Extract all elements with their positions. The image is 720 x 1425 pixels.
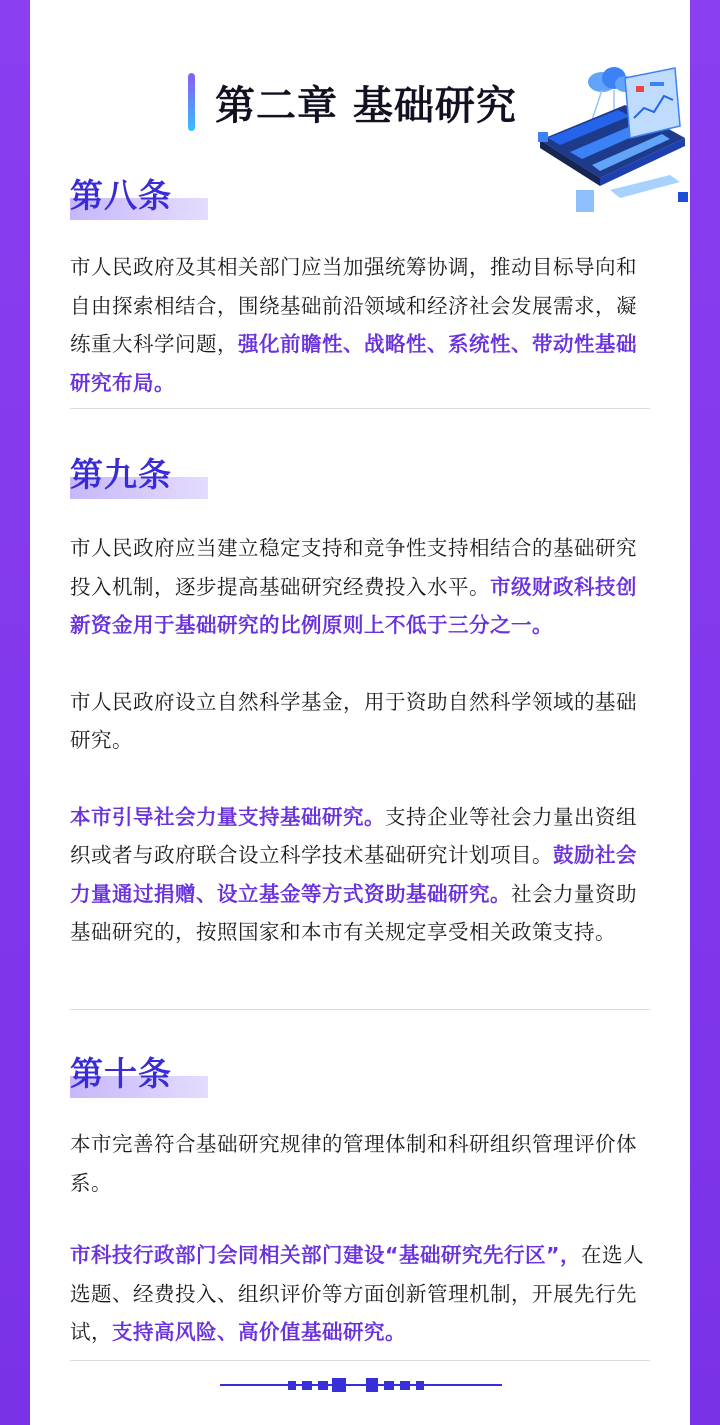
paragraph [70, 798, 650, 952]
paragraph [70, 1125, 650, 1202]
article-heading: 第九条 [70, 455, 172, 494]
paragraph [70, 683, 650, 760]
text-run: 市人民政府设立自然科学基金，用于资助自然科学领域的基础研究。 [70, 689, 637, 752]
article-heading: 第十条 [70, 1054, 172, 1093]
text-run: 本市完善符合基础研究规律的管理体制和科研组织管理评价体系。 [70, 1132, 637, 1195]
article-9 [70, 451, 650, 952]
paragraph [70, 529, 650, 645]
text-run: 市人民政府应当建立稳定支持和竞争性支持相结合的基础研究投入机制，逐步提高基础研究经费投入水平。 [70, 536, 637, 599]
footer-ornament [220, 1376, 502, 1396]
paragraph [70, 248, 650, 402]
section-divider [70, 1360, 650, 1361]
highlighted-text: 支持高风险、高价值基础研究。 [112, 1320, 406, 1344]
article-10 [70, 1050, 650, 1352]
highlighted-text: 鼓励社会力量通过捐赠、设立基金等方式资助基础研究。 [70, 843, 637, 906]
text-run: 社会力量资助基础研究的，按照国家和本市有关规定享受相关政策支持。 [70, 881, 637, 944]
chart-screen-icon [625, 68, 680, 138]
section-divider [70, 408, 650, 409]
highlighted-text: 本市引导社会力量支持基础研究。 [70, 804, 385, 829]
paragraph [70, 1236, 650, 1352]
highlighted-text: 市科技行政部门会同相关部门建设“基础研究先行区”， [70, 1243, 581, 1267]
highlighted-text: 强化前瞻性、战略性、系统性、带动性基础研究布局。 [70, 332, 637, 395]
section-divider [70, 1009, 650, 1010]
chapter-header [188, 70, 517, 134]
article-8 [70, 172, 650, 402]
chapter-title: 第二章 基础研究 [215, 82, 517, 129]
text-run: 市人民政府及其相关部门应当加强统筹协调，推动目标导向和自由探索相结合，围绕基础前沿领域和经济社会发展需求，凝练重大科学问题， [70, 255, 637, 356]
chapter-accent-bar [188, 73, 195, 131]
highlighted-text: 市级财政科技创新资金用于基础研究的比例原则上不低于三分之一。 [70, 574, 637, 637]
left-frame [0, 0, 30, 1425]
text-run: 支持企业等社会力量出资组织或者与政府联合设立科学技术基础研究计划项目。 [70, 804, 637, 867]
text-run: 在选人选题、经费投入、组织评价等方面创新管理机制，开展先行先试， [70, 1243, 644, 1344]
article-heading: 第八条 [70, 176, 172, 215]
